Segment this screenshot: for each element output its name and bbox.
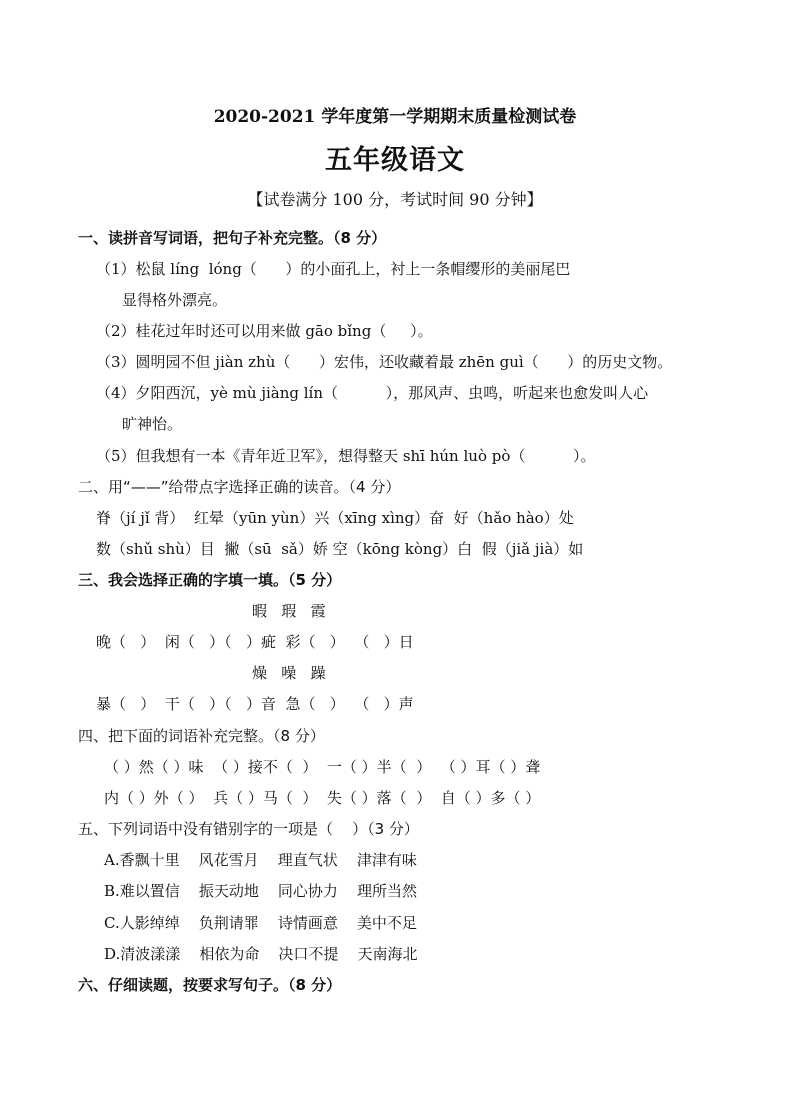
exam-title: 2020-2021 学年度第一学期期末质量检测试卷 [213, 107, 577, 127]
option-d: D.清波漾漾 相依为命 决口不提 天南海北 [104, 945, 418, 963]
section1-heading: 一、读拼音写词语，把句子补充完整。（8 分） [78, 229, 387, 247]
section6-heading: 六、仔细读题，按要求写句子。（8 分） [78, 976, 342, 994]
question-1-line2: 显得格外漂亮。 [122, 291, 228, 309]
section3-heading: 三、我会选择正确的字填一填。（5 分） [78, 571, 342, 589]
option-b: B.难以置信 振天动地 同心协力 理所当然 [104, 882, 418, 900]
idiom-row-2: 内（ ）外（ ） 兵（ ）马（ ） 失（ ）落（ ） 自（ ）多（ ） [104, 789, 541, 807]
subject-title: 五年级语文 [325, 145, 465, 176]
question-4-line2: 旷神怡。 [122, 415, 183, 433]
char-choices-1: 暇 瑕 霞 [252, 602, 326, 620]
question-5: （5）但我想有一本《青年近卫军》，想得整天 shī hún luò pò（ ）。 [96, 447, 596, 465]
option-c: C.人影绰绰 负荆请罪 诗情画意 美中不足 [104, 914, 417, 932]
question-1-line1: （1）松鼠 líng lóng（ ）的小面孔上，衬上一条帽缨形的美丽尾巴 [96, 260, 571, 278]
option-a: A.香飘十里 风花雪月 理直气状 津津有味 [104, 851, 417, 869]
exam-notice: 【试卷满分 100 分，考试时间 90 分钟】 [247, 190, 543, 209]
question-4-line1: （4）夕阳西沉，yè mù jiàng lín（ ），那风声、虫鸣，听起来也愈发叫人心 [96, 384, 649, 402]
section5-heading: 五、下列词语中没有错别字的一项是（ ）（3 分） [78, 820, 419, 838]
question-2: （2）桂花过年时还可以用来做 gāo bǐng（ ）。 [96, 322, 433, 340]
fill-row-2: 暴（ ） 干（ ）（ ）音 急（ ） （ ）声 [96, 695, 414, 713]
char-choices-2: 燥 噪 躁 [252, 664, 326, 682]
fill-row-1: 晚（ ） 闲（ ）（ ）疵 彩（ ） （ ）日 [96, 633, 414, 651]
pronunciation-row-2: 数（shǔ shù）目 撇（sū sǎ）娇 空（kōng kòng）白 假（jiǎ jià）如 [96, 540, 584, 558]
question-3: （3）圆明园不但 jiàn zhù（ ）宏伟，还收藏着最 zhēn guì（ ）的历史文物。 [96, 353, 673, 371]
idiom-row-1: （ ）然（ ）味 （ ）接不（ ） 一（ ）半（ ） （ ）耳（ ）聋 [104, 758, 541, 776]
pronunciation-row-1: 脊（jí jǐ 背） 红晕（yūn yùn）兴（xīng xìng）奋 好（hǎo hào）处 [96, 509, 574, 527]
section4-heading: 四、把下面的词语补充完整。（8 分） [78, 727, 325, 745]
section2-heading: 二、用“——”给带点字选择正确的读音。（4 分） [78, 478, 401, 496]
